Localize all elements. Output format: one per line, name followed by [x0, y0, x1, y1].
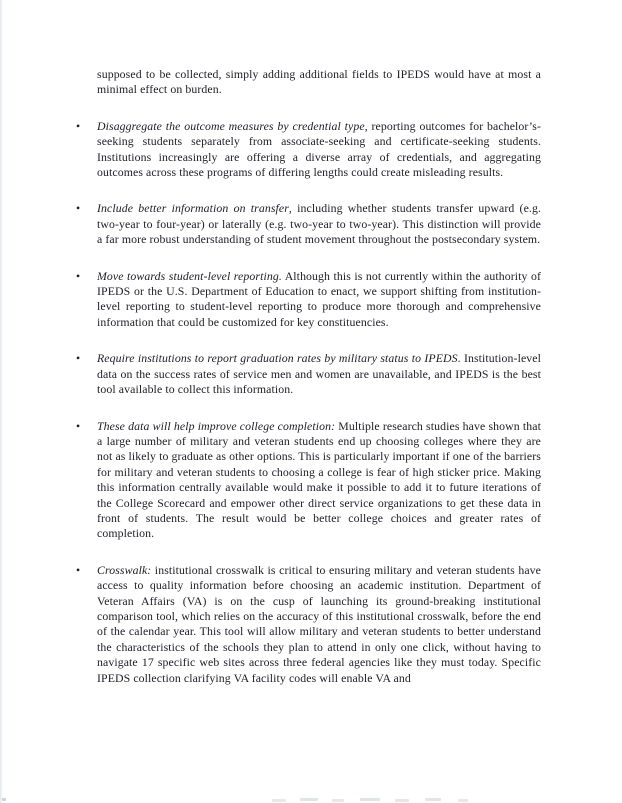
bullet-marker: • — [76, 351, 81, 366]
bullet-lead: Move towards student-level reporting. — [97, 268, 282, 283]
list-item — [76, 268, 541, 331]
bullet-text: . Institution-level data on the success rates of service men and women are unavailable, and IPEDS is the best tool available to collect this information. — [97, 351, 542, 397]
bullet-marker: • — [76, 268, 81, 283]
bullet-text: , reporting outcomes for bachelor’s-seeking students separately from associate-seeking and certificate-seeking students. Institutions increasingly are offering a diverse array of credentials, and aggregating outcomes across these programs of differing lengths could create misleading results. — [97, 118, 541, 180]
bullet-marker: • — [76, 118, 81, 133]
bullet-text: institutional crosswalk is critical to ensuring military and veteran students have access to quality information before choosing an academic institution. Department of Veteran Affairs (VA) is on the cusp of launching its ground-breaking institutional comparison tool, which relies on the accuracy of this institutional crosswalk, before the end of the calendar year. This tool will allow military and veteran students to better understand the characteristics of the schools they plan to attend in only one click, without having to navigate 17 specific web sites across three federal agencies like they must today. Specific IPEDS collection clarifying VA facility codes will enable VA and — [97, 562, 541, 685]
list-item — [76, 118, 541, 181]
scan-smudge — [458, 799, 468, 802]
scan-smudge — [395, 799, 409, 802]
scan-smudge — [300, 798, 318, 801]
bullet-text: Multiple research studies have shown that a large number of military and veteran students end up choosing colleges where they are not as likely to graduate as other options. This is particularly important if one of the barriers for military and veteran students to choosing a college is fear of high sticker price. Making this information centrally available would make it possible to add it to future iterations of the College Scorecard and empower other direct service organizations to get these data in front of students. The result would be better college choices and greater rates of completion. — [97, 418, 541, 541]
bullet-list — [76, 118, 542, 686]
scan-smudge — [425, 798, 441, 801]
scan-smudge — [332, 799, 344, 802]
scan-smudge — [360, 798, 380, 801]
bullet-marker: • — [76, 562, 81, 577]
scan-smudge — [2, 798, 6, 801]
scan-bottom-artifacts — [0, 797, 622, 803]
bullet-marker: • — [76, 201, 81, 216]
bullet-lead: Include better information on transfer — [97, 201, 289, 216]
list-item — [76, 351, 542, 397]
bullet-marker: • — [76, 418, 81, 433]
bullet-text: , including whether students transfer upward (e.g. two-year to four-year) or laterally (e.g. two-year to two-year). This distinction will provide a far more robust understanding of student movement throughout the postsecondary system. — [97, 201, 541, 247]
list-item — [76, 562, 541, 686]
scan-smudge — [272, 799, 286, 802]
bullet-lead: These data will help improve college completion: — [97, 418, 336, 433]
bullet-lead: Disaggregate the outcome measures by credential type — [97, 118, 365, 133]
text-column — [76, 67, 542, 686]
bullet-text: Although this is not currently within the authority of IPEDS or the U.S. Department of Education to enact, we support shifting from institution-level reporting to student-level reporting to produce more thorough and comprehensive information that could be customized for key constituencies. — [97, 268, 541, 329]
list-item — [76, 201, 541, 247]
bullet-lead: Require institutions to report graduation rates by military status to IPEDS — [97, 351, 458, 366]
scan-edge-tint — [0, 0, 3, 803]
list-item — [76, 418, 541, 542]
intro-paragraph: supposed to be collected, simply adding additional fields to IPEDS would have at most a minimal effect on burden. — [97, 67, 541, 97]
bullet-lead: Crosswalk: — [97, 562, 152, 577]
